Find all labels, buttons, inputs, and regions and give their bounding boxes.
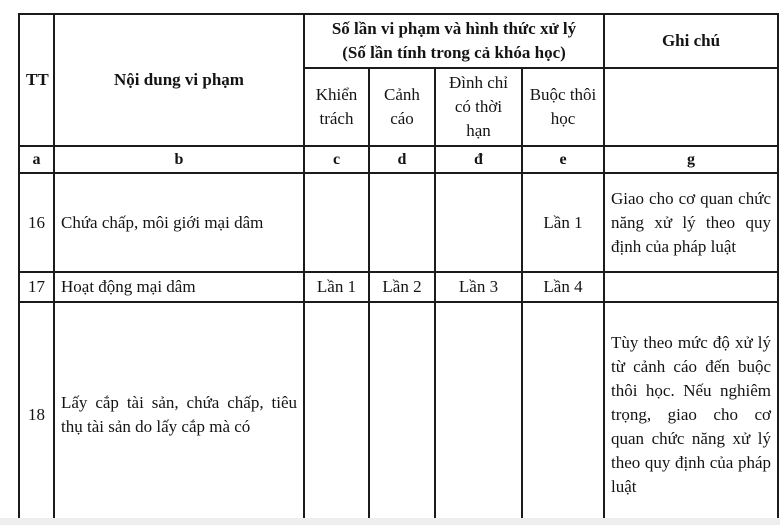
letter-row	[19, 146, 778, 173]
violation-table	[18, 13, 779, 525]
header-cell-dinh-chi: Đình chỉ có thời hạn	[435, 68, 522, 146]
row18-buoc-thoi-hoc	[522, 302, 604, 525]
row16-khien-trach	[304, 173, 369, 272]
row16-tt: 16	[19, 173, 54, 272]
screenshot-bottom-strip	[0, 518, 780, 525]
row16-buoc-thoi-hoc: Lần 1	[522, 173, 604, 272]
row17-khien-trach: Lần 1	[304, 272, 369, 302]
table-row-16	[19, 173, 778, 272]
row18-canh-cao	[369, 302, 435, 525]
row17-noi-dung: Hoạt động mại dâm	[54, 272, 304, 302]
row18-tt: 18	[19, 302, 54, 525]
row17-tt: 17	[19, 272, 54, 302]
row18-noi-dung: Lấy cắp tài sản, chứa chấp, tiêu thụ tài sản do lấy cắp mà có	[54, 302, 304, 525]
letter-cell-dd: đ	[435, 146, 522, 173]
header-cell-khien-trach: Khiển trách	[304, 68, 369, 146]
letter-cell-e: e	[522, 146, 604, 173]
header-cell-tt: TT	[19, 14, 54, 146]
letter-cell-b: b	[54, 146, 304, 173]
header-cell-group	[304, 14, 604, 68]
header-group-line1: Số lần vi phạm và hình thức xử lý	[331, 19, 577, 38]
row18-dinh-chi	[435, 302, 522, 525]
header-cell-buoc-thoi-hoc: Buộc thôi học	[522, 68, 604, 146]
row18-khien-trach	[304, 302, 369, 525]
row16-dinh-chi	[435, 173, 522, 272]
letter-cell-g: g	[604, 146, 778, 173]
table-row-18	[19, 302, 778, 525]
header-cell-ghi-chu: Ghi chú	[604, 14, 778, 68]
letter-cell-d: d	[369, 146, 435, 173]
row16-ghi-chu: Giao cho cơ quan chức năng xử lý theo quy định của pháp luật	[604, 173, 778, 272]
row17-dinh-chi: Lần 3	[435, 272, 522, 302]
row18-ghi-chu: Tùy theo mức độ xử lý từ cảnh cáo đến buộc thôi học. Nếu nghiêm trọng, giao cho cơ quan chức năng xử lý theo quy định của pháp luật	[604, 302, 778, 525]
row16-canh-cao	[369, 173, 435, 272]
header-cell-ghi-chu-empty	[604, 68, 778, 146]
row17-ghi-chu	[604, 272, 778, 302]
letter-cell-a: a	[19, 146, 54, 173]
row17-buoc-thoi-hoc: Lần 4	[522, 272, 604, 302]
header-cell-noi-dung: Nội dung vi phạm	[54, 14, 304, 146]
header-cell-canh-cao: Cảnh cáo	[369, 68, 435, 146]
table-row-17	[19, 272, 778, 302]
row16-noi-dung: Chứa chấp, môi giới mại dâm	[54, 173, 304, 272]
letter-cell-c: c	[304, 146, 369, 173]
header-group-line2: (Số lần tính trong cả khóa học)	[342, 43, 566, 62]
row17-canh-cao: Lần 2	[369, 272, 435, 302]
header-row-group	[19, 14, 778, 68]
